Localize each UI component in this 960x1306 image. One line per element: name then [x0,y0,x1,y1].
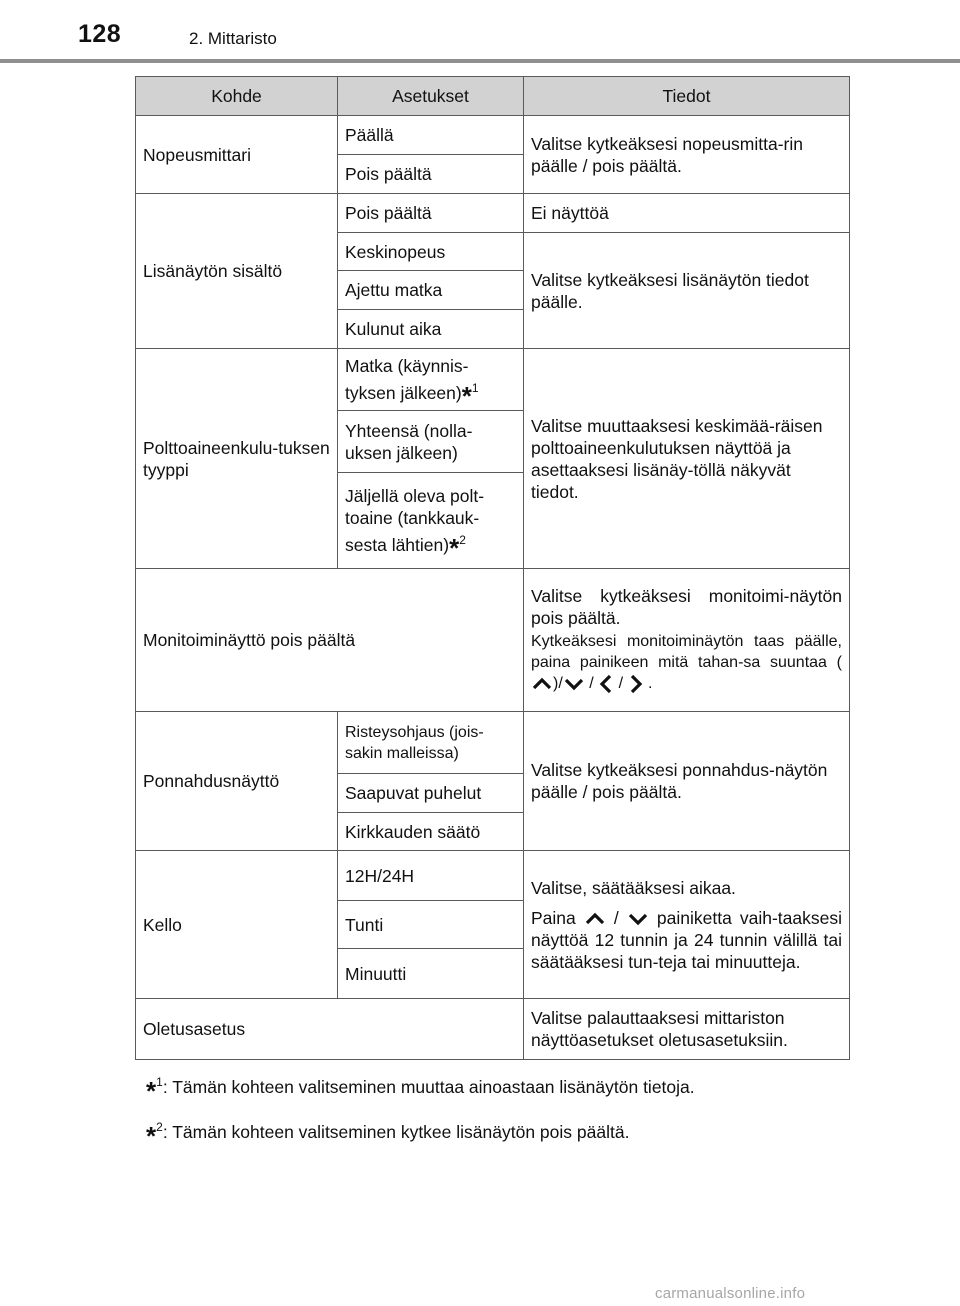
footnote-asterisk: * [461,380,472,411]
cell-setting: Pois päältä [338,194,524,233]
separator: / [613,907,619,928]
table-row [136,999,850,1060]
page-number: 128 [78,20,122,48]
info-text: Paina [531,907,576,928]
footnote-ref: 1 [471,381,479,396]
cell-info [524,569,850,712]
cell-setting: Risteysohjaus (jois-sakin malleissa) [338,712,524,774]
chevron-left-icon [598,673,614,695]
cell-item-lisanaytto: Lisänäytön sisältö [136,194,338,349]
cell-setting: Tunti [338,901,524,949]
footnotes [146,1068,866,1158]
cell-info [524,851,850,999]
table-row [136,851,850,901]
info-line [531,907,842,973]
footnote-number: 1 [156,1075,163,1089]
cell-info: Valitse palauttaaksesi mittariston näyttöasetukset oletusasetuksiin. [524,999,850,1060]
cell-info: Ei näyttöä [524,194,850,233]
cell-setting: Kulunut aika [338,310,524,349]
header-tiedot: Tiedot [524,77,850,116]
setting-text: Matka (käynnis-tyksen jälkeen) [345,356,469,403]
cell-setting: Kirkkauden säätö [338,813,524,851]
separator: / [589,675,594,693]
chevron-down-icon [563,677,585,691]
cell-setting: Saapuvat puhelut [338,774,524,813]
chapter-title: 2. Mittaristo [189,29,277,48]
header-rule [0,59,960,63]
separator: / [618,675,624,693]
footnote-asterisk: * [449,532,460,563]
chevron-up-icon [584,912,606,926]
table-row [136,349,850,411]
footnote-text: : Tämän kohteen valitseminen muuttaa ainoastaan lisänäytön tietoja. [162,1076,695,1097]
cell-item-nopeusmittari: Nopeusmittari [136,116,338,194]
watermark: carmanualsonline.info [655,1285,806,1302]
cell-setting [338,473,524,569]
separator: )/ [553,675,563,693]
cell-info: Valitse kytkeäksesi nopeusmitta-rin päälle / pois päältä. [524,116,850,194]
table-row [136,712,850,774]
setting-text: Jäljellä oleva polt-toaine (tankkauk-sesta lähtien) [345,486,485,555]
footnote-asterisk: * [146,1120,157,1151]
footnote-asterisk: * [146,1075,157,1106]
period: . [647,675,653,693]
info-text: painiketta vaih-taaksesi näyttöä 12 tunnin ja 24 tunnin välillä tai säätääksesi tun-teja tai minuutteja. [531,907,842,972]
cell-setting [338,349,524,411]
cell-info: Valitse kytkeäksesi lisänäytön tiedot päälle. [524,233,850,349]
cell-info: Valitse kytkeäksesi ponnahdus-näytön päälle / pois päältä. [524,712,850,851]
chevron-down-icon [627,912,649,926]
footnote-1 [146,1068,866,1106]
chevron-right-icon [628,673,644,695]
footnote-text: : Tämän kohteen valitseminen kytkee lisänäytön pois päältä. [162,1121,630,1142]
cell-item-ponnahdus: Ponnahdusnäyttö [136,712,338,851]
footnote-number: 2 [156,1119,163,1134]
cell-setting: Ajettu matka [338,271,524,310]
cell-item-monitoimi: Monitoiminäyttö pois päältä [136,569,524,712]
table-row [136,569,850,712]
header-kohde: Kohde [136,77,338,116]
table-header-row [136,77,850,116]
info-line: Valitse, säätääksesi aikaa. [531,877,736,898]
footnote-2 [146,1113,866,1151]
header-asetukset: Asetukset [338,77,524,116]
info-line [531,631,842,695]
cell-item-polttoaine: Polttoaineenkulu-tuksen tyyppi [136,349,338,569]
cell-setting: Keskinopeus [338,233,524,271]
table-row [136,116,850,155]
info-text: Kytkeäksesi monitoiminäytön taas päälle, paina painikeen mitä tahan-sa suuntaa ( [531,633,842,671]
settings-table [135,76,850,1060]
cell-info: Valitse muuttaaksesi keskimää-räisen polttoaineenkulutuksen näyttöä ja asettaaksesi lisänäy-töllä näkyvät tiedot. [524,349,850,569]
cell-setting: Pois päältä [338,155,524,194]
footnote-ref: 2 [459,533,466,548]
chevron-up-icon [531,677,553,691]
cell-setting: Yhteensä (nolla-uksen jälkeen) [338,411,524,473]
table-row [136,194,850,233]
cell-setting: 12H/24H [338,851,524,901]
info-line: Valitse kytkeäksesi monitoimi-näytön pois päältä. [531,586,842,628]
cell-setting: Minuutti [338,949,524,999]
cell-setting: Päällä [338,116,524,155]
cell-item-oletus: Oletusasetus [136,999,524,1060]
cell-item-kello: Kello [136,851,338,999]
